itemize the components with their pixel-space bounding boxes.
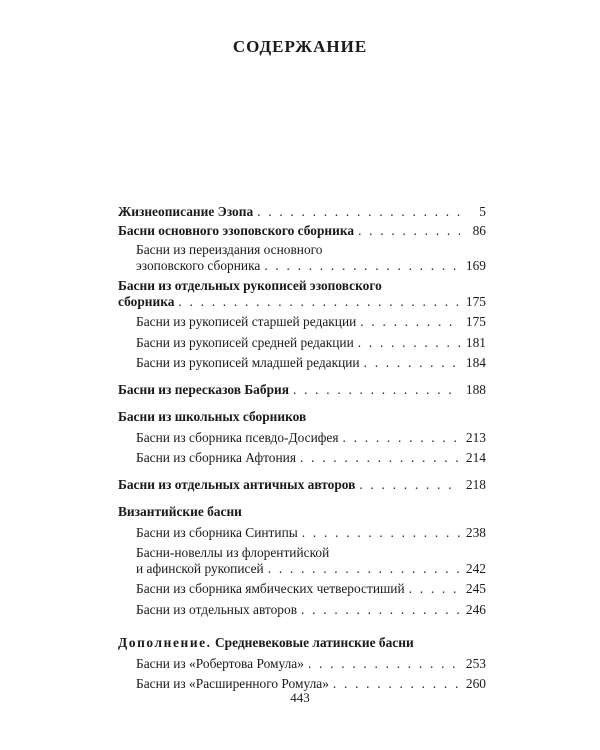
toc-entry-title: Басни из рукописей средней редакции — [136, 334, 354, 350]
toc-page-number: 242 — [465, 560, 486, 576]
leader-dots — [359, 477, 460, 493]
toc-entry-title-line1: Басни из отдельных рукописей эзоповского — [118, 278, 382, 293]
leader-dots — [293, 382, 460, 398]
page-number: 443 — [290, 690, 310, 705]
toc-entry-junior-edition[interactable] — [118, 355, 486, 371]
toc-page-number: 238 — [465, 524, 486, 540]
toc-page-number: 184 — [465, 355, 486, 370]
toc-entry-pseudo-dositheus[interactable] — [118, 430, 486, 446]
toc-section-byzantine[interactable]: Византийские басни — [118, 504, 242, 519]
toc-page-number: 245 — [465, 581, 486, 596]
leader-dots — [264, 258, 460, 274]
toc-entry-separate-manuscripts[interactable] — [118, 278, 486, 309]
toc-entry-novellas[interactable] — [118, 545, 486, 576]
toc-entry-reedition[interactable] — [118, 242, 486, 273]
toc-entry-title: Басни из рукописей младшей редакции — [136, 355, 360, 370]
leader-dots — [409, 581, 460, 597]
toc-entry-title: Басни из отдельных авторов — [136, 601, 298, 617]
toc-entry-title: Басни основного эзоповского сборника — [118, 222, 355, 238]
appendix-label: Дополнение. — [118, 635, 212, 650]
toc-entry-title: Басни из сборника псевдо-Досифея — [136, 429, 339, 445]
toc-entry-title: Басни из пересказов Бабрия — [118, 381, 289, 397]
leader-dots — [308, 656, 460, 672]
leader-dots — [360, 314, 460, 330]
toc-page-number: 213 — [465, 429, 486, 445]
toc-page-number: 214 — [465, 450, 486, 465]
toc-page-number: 188 — [465, 381, 486, 397]
toc-entry-title: Басни из рукописей старшей редакции — [136, 314, 357, 329]
toc-entry-title-line2: сборника — [118, 293, 175, 309]
toc-entry-ancient-authors[interactable] — [118, 477, 486, 493]
toc-entry-aphthonius[interactable] — [118, 450, 486, 466]
toc-entry-separate-authors[interactable] — [118, 602, 486, 618]
toc-entry-aesop-life[interactable] — [118, 204, 486, 220]
toc-page-number: 246 — [465, 601, 486, 617]
leader-dots — [257, 204, 460, 220]
toc-section-appendix[interactable] — [118, 635, 486, 651]
leader-dots — [300, 450, 460, 466]
toc-entry-title-line1: Басни-новеллы из флорентийской — [136, 545, 330, 560]
leader-dots — [268, 561, 460, 577]
leader-dots — [301, 602, 460, 618]
toc-page-number: 169 — [465, 257, 486, 273]
leader-dots — [302, 525, 460, 541]
toc-page-number: 5 — [479, 204, 486, 219]
toc-entry-babrius[interactable] — [118, 382, 486, 398]
toc-entry-middle-edition[interactable] — [118, 335, 486, 351]
leader-dots — [178, 294, 460, 310]
toc-entry-robert-romulus[interactable] — [118, 656, 486, 672]
toc-entry-title: Басни из «Расширенного Ромула» — [136, 676, 329, 691]
toc-page-number: 253 — [465, 655, 486, 671]
page-title: СОДЕРЖАНИЕ — [232, 37, 368, 56]
toc-page-number: 218 — [465, 476, 486, 492]
toc-entry-title: Басни из отдельных античных авторов — [118, 476, 356, 492]
toc-entry-syntipas[interactable] — [118, 525, 486, 541]
appendix-title: Средневековые латинские басни — [215, 635, 414, 650]
toc-entry-title: Басни из сборника ямбических четверостиший — [136, 581, 405, 596]
toc-entry-title-line2: и афинской рукописей — [136, 560, 264, 576]
toc-entry-title-line2: эзоповского сборника — [136, 257, 261, 273]
toc-page-number: 175 — [465, 293, 486, 309]
leader-dots — [358, 223, 460, 239]
toc-entry-title: Басни из сборника Синтипы — [136, 524, 298, 540]
toc-entry-title: Басни из «Робертова Ромула» — [136, 655, 304, 671]
toc-entry-title: Жизнеописание Эзопа — [118, 204, 254, 219]
toc-section-school-collections[interactable]: Басни из школьных сборников — [118, 409, 307, 424]
leader-dots — [364, 355, 460, 371]
table-of-contents — [118, 204, 486, 692]
toc-entry-senior-edition[interactable] — [118, 314, 486, 330]
leader-dots — [343, 430, 460, 446]
toc-entry-title: Басни из сборника Афтония — [136, 450, 296, 465]
toc-page-number: 86 — [472, 222, 486, 238]
toc-page-number: 175 — [465, 314, 486, 329]
toc-entry-title-line1: Басни из переиздания основного — [136, 242, 323, 257]
toc-page-number: 181 — [465, 334, 486, 350]
toc-entry-main-collection[interactable] — [118, 223, 486, 239]
toc-page-number: 260 — [465, 676, 486, 691]
toc-entry-iambic-quatrains[interactable] — [118, 581, 486, 597]
leader-dots — [358, 335, 460, 351]
